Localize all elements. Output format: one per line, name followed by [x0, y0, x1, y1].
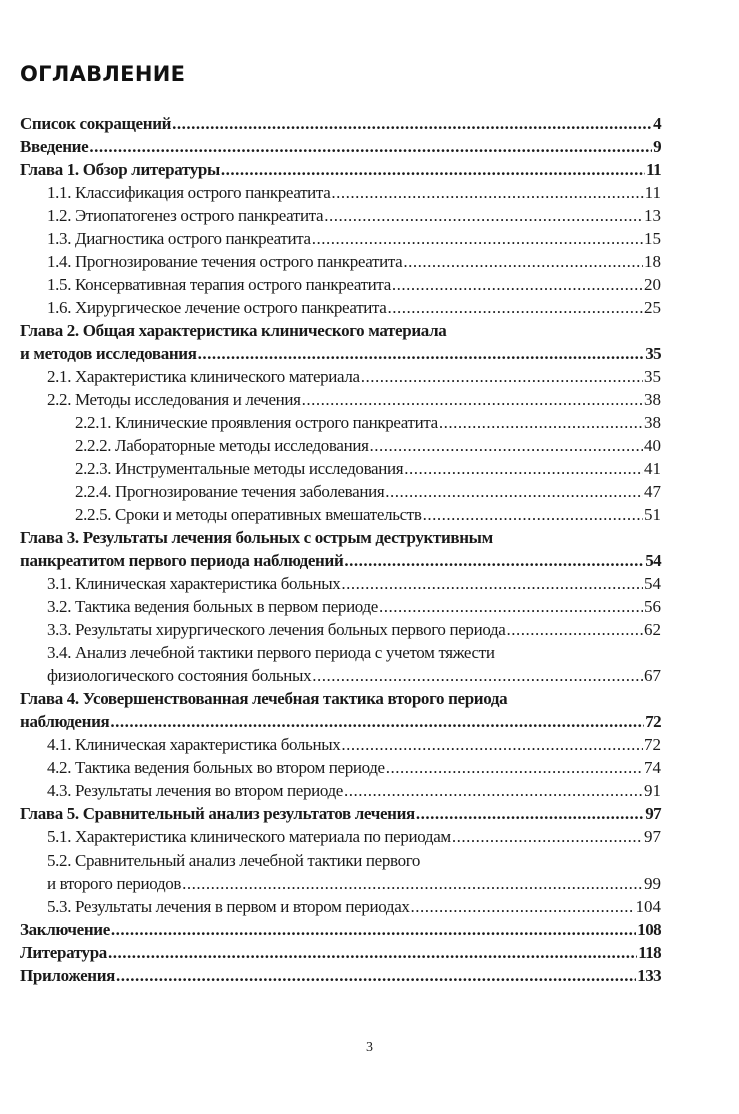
dot-leader: [370, 434, 643, 457]
toc-entry-title: Заключение: [20, 919, 110, 939]
toc-entry[interactable]: [20, 250, 661, 273]
toc-entry-page: 97: [644, 827, 661, 847]
toc-entry-page: 38: [644, 390, 661, 410]
toc-entry-title-line: Глава 2. Общая характеристика клинического материала: [20, 321, 447, 341]
toc-entry-title: физиологического состояния больных: [47, 666, 312, 686]
dot-leader: [108, 941, 637, 964]
dot-leader: [89, 135, 652, 158]
toc-entry-title-line: 3.4. Анализ лечебной тактики первого периода с учетом тяжести: [47, 643, 495, 663]
toc-entry-page: 74: [644, 758, 661, 778]
dot-leader: [111, 918, 636, 941]
dot-leader: [386, 756, 643, 779]
dot-leader: [341, 733, 643, 756]
toc-entry[interactable]: [20, 802, 661, 825]
dot-leader: [324, 204, 643, 227]
dot-leader: [331, 181, 643, 204]
toc-entry[interactable]: [20, 964, 661, 987]
toc-entry[interactable]: [20, 895, 661, 918]
toc-entry-title: 2.2.4. Прогнозирование течения заболевания: [75, 482, 385, 502]
toc-entry[interactable]: [20, 572, 661, 595]
toc-entry-page: 51: [644, 505, 661, 525]
toc-entry[interactable]: [20, 227, 661, 250]
toc-entry[interactable]: [20, 641, 661, 687]
dot-leader: [341, 572, 643, 595]
toc-entry-title: 5.1. Характеристика клинического материала по периодам: [47, 827, 451, 847]
toc-entry-page: 25: [644, 298, 661, 318]
toc-entry-title: Глава 1. Обзор литературы: [20, 160, 220, 180]
toc-entry-title-line: Глава 4. Усовершенствованная лечебная тактика второго периода: [20, 689, 508, 709]
toc-entry[interactable]: [20, 849, 661, 895]
toc-entry-page: 118: [638, 942, 661, 962]
toc-entry[interactable]: [20, 434, 661, 457]
toc-entry[interactable]: [20, 135, 661, 158]
toc-entry-title: 3.1. Клиническая характеристика больных: [47, 574, 341, 594]
toc-entry-page: 133: [637, 965, 661, 985]
dot-leader: [182, 872, 643, 895]
dot-leader: [411, 895, 635, 918]
toc-entry[interactable]: [20, 733, 661, 756]
dot-leader: [198, 342, 645, 365]
toc-entry[interactable]: [20, 204, 661, 227]
dot-leader: [172, 112, 652, 135]
toc-entry[interactable]: [20, 687, 661, 733]
toc-entry[interactable]: [20, 503, 661, 526]
toc-entry[interactable]: [20, 756, 661, 779]
toc-entry-title: 2.2.2. Лабораторные методы исследования: [75, 436, 369, 456]
toc-entry-page: 15: [644, 229, 661, 249]
dot-leader: [452, 825, 643, 848]
toc-entry-title: Введение: [20, 137, 89, 157]
toc-entry-title: 4.1. Клиническая характеристика больных: [47, 735, 341, 755]
dot-leader: [379, 595, 643, 618]
dot-leader: [439, 411, 643, 434]
toc-entry[interactable]: [20, 941, 661, 964]
toc-entry-title: 1.4. Прогнозирование течения острого панкреатита: [47, 252, 403, 272]
toc-entry-title: 1.6. Хирургическое лечение острого панкреатита: [47, 298, 387, 318]
toc-entry-title: 2.2. Методы исследования и лечения: [47, 390, 301, 410]
toc-entry-page: 35: [644, 367, 661, 387]
dot-leader: [506, 618, 643, 641]
toc-entry-page: 108: [637, 919, 661, 939]
toc-entry[interactable]: [20, 618, 661, 641]
page-title: ОГЛАВЛЕНИЕ: [20, 62, 186, 86]
toc-entry-title: 2.1. Характеристика клинического материала: [47, 367, 360, 387]
toc-entry-title: и методов исследования: [20, 344, 197, 364]
toc-entry[interactable]: [20, 158, 661, 181]
dot-leader: [361, 365, 643, 388]
toc-entry-page: 91: [644, 781, 661, 801]
toc-entry[interactable]: [20, 526, 661, 572]
toc-entry[interactable]: [20, 388, 661, 411]
toc-entry[interactable]: [20, 825, 661, 848]
toc-entry-title: 1.1. Классификация острого панкреатита: [47, 183, 331, 203]
toc-entry-title: 5.3. Результаты лечения в первом и втором периодах: [47, 896, 410, 916]
toc-entry-title: 1.2. Этиопатогенез острого панкреатита: [47, 206, 324, 226]
toc-entry-title: 4.2. Тактика ведения больных во втором периоде: [47, 758, 385, 778]
dot-leader: [312, 227, 643, 250]
toc-entry-page: 97: [645, 804, 661, 824]
toc-entry-title: наблюдения: [20, 712, 110, 732]
toc-entry-page: 54: [645, 551, 661, 571]
toc-entry-page: 41: [644, 459, 661, 479]
toc-entry-page: 67: [644, 666, 661, 686]
toc-entry-page: 56: [644, 597, 661, 617]
toc-entry-title: Литература: [20, 942, 107, 962]
dot-leader: [385, 480, 643, 503]
toc-entry-page: 11: [644, 183, 661, 203]
toc-entry-title: 2.2.5. Сроки и методы оперативных вмешательств: [75, 505, 422, 525]
dot-leader: [392, 273, 643, 296]
toc-entry[interactable]: [20, 779, 661, 802]
toc-entry[interactable]: [20, 365, 661, 388]
page-number: 3: [366, 1040, 373, 1055]
toc-entry-page: 11: [646, 160, 661, 180]
toc-entry-page: 99: [644, 873, 661, 893]
toc-entry-page: 47: [644, 482, 661, 502]
toc-entry-page: 72: [645, 712, 661, 732]
toc-entry-page: 4: [653, 114, 661, 133]
table-of-contents: [20, 112, 661, 987]
toc-entry-title-line: Глава 3. Результаты лечения больных с острым деструктивным: [20, 528, 493, 548]
dot-leader: [312, 664, 643, 687]
toc-entry-title: 1.5. Консервативная терапия острого панкреатита: [47, 275, 391, 295]
toc-entry-title: 3.2. Тактика ведения больных в первом периоде: [47, 597, 378, 617]
toc-entry-page: 35: [645, 344, 661, 364]
toc-entry-title: 4.3. Результаты лечения во втором периоде: [47, 781, 343, 801]
toc-entry[interactable]: [20, 457, 661, 480]
dot-leader: [344, 549, 644, 572]
toc-entry-title: 2.2.1. Клинические проявления острого панкреатита: [75, 413, 438, 433]
dot-leader: [116, 964, 636, 987]
toc-entry-title: 3.3. Результаты хирургического лечения больных первого периода: [47, 620, 506, 640]
toc-entry[interactable]: [20, 918, 661, 941]
toc-entry-page: 9: [653, 137, 661, 157]
toc-entry[interactable]: [20, 273, 661, 296]
dot-leader: [404, 457, 643, 480]
toc-entry-title: 2.2.3. Инструментальные методы исследования: [75, 459, 404, 479]
toc-entry-page: 38: [644, 413, 661, 433]
toc-entry-page: 104: [635, 896, 661, 916]
toc-entry-title: Глава 5. Сравнительный анализ результатов лечения: [20, 804, 415, 824]
toc-entry-title: Приложения: [20, 965, 116, 985]
toc-entry[interactable]: [20, 319, 661, 365]
toc-entry-page: 40: [644, 436, 661, 456]
toc-entry[interactable]: [20, 480, 661, 503]
toc-entry-title: 1.3. Диагностика острого панкреатита: [47, 229, 311, 249]
dot-leader: [403, 250, 643, 273]
toc-entry[interactable]: [20, 296, 661, 319]
toc-entry-title: и второго периодов: [47, 873, 182, 893]
toc-entry-page: 54: [644, 574, 661, 594]
dot-leader: [221, 158, 645, 181]
toc-entry-page: 18: [644, 252, 661, 272]
toc-entry[interactable]: [20, 181, 661, 204]
toc-entry-page: 13: [644, 206, 661, 226]
toc-entry[interactable]: [20, 411, 661, 434]
dot-leader: [110, 710, 644, 733]
toc-entry-title: Список сокращений: [20, 114, 172, 133]
dot-leader: [388, 296, 644, 319]
toc-entry-title-line: 5.2. Сравнительный анализ лечебной тактики первого: [47, 850, 421, 870]
toc-entry-page: 20: [644, 275, 661, 295]
dot-leader: [423, 503, 643, 526]
dot-leader: [344, 779, 643, 802]
dot-leader: [416, 802, 644, 825]
toc-entry-title: панкреатитом первого периода наблюдений: [20, 551, 344, 571]
toc-entry[interactable]: [20, 112, 661, 135]
dot-leader: [302, 388, 643, 411]
toc-entry-page: 72: [644, 735, 661, 755]
toc-entry[interactable]: [20, 595, 661, 618]
toc-entry-page: 62: [644, 620, 661, 640]
